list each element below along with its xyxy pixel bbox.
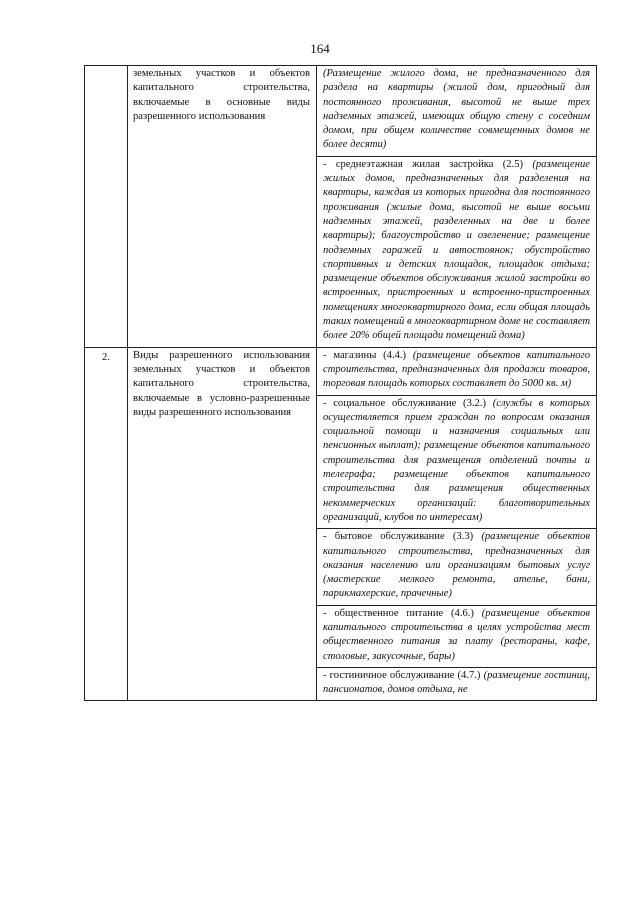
use-title: - гостиничное обслуживание (4.7.) bbox=[323, 669, 481, 681]
use-block bbox=[317, 668, 596, 701]
uses-cell bbox=[317, 66, 597, 348]
zoning-table bbox=[84, 65, 597, 701]
row-number-cell: 2. bbox=[85, 347, 128, 701]
use-block bbox=[317, 529, 596, 605]
use-title: - общественное питание (4.6.) bbox=[323, 607, 474, 619]
use-description: (размещение объектов капитального строительства, предназначенных для оказания населению или организациям бытовых услуг (мастерские мелкого ремонта, ателье, бани, парикмахерские, прачечные) bbox=[323, 531, 590, 600]
table-row bbox=[85, 66, 597, 348]
use-block bbox=[317, 348, 596, 396]
page-number: 164 bbox=[310, 41, 330, 56]
use-block bbox=[317, 157, 596, 347]
use-description: (Размещение жилого дома, не предназначенного для раздела на квартиры (жилой дом, пригодный для постоянного проживания, высотой не выше трех надземных этажей, имеющих общую стену с соседним домом, при общем количестве совмещенных домов не более десяти) bbox=[323, 68, 590, 151]
use-block bbox=[317, 606, 596, 668]
use-title: - среднеэтажная жилая застройка (2.5) bbox=[323, 158, 524, 170]
uses-cell bbox=[317, 347, 597, 701]
use-block bbox=[317, 66, 596, 157]
use-description: (размещение гостиниц, пансионатов, домов отдыха, не bbox=[323, 669, 591, 696]
use-title: - магазины (4.4.) bbox=[323, 349, 407, 361]
use-description: (службы в которых осуществляется прием граждан по вопросам оказания социальной помощи и назначения социальных или пенсионных выплат); размещение объектов капитального строительства для размещения отделений почты и телеграфа; размещение объектов капитального строительства для размещения общественных некоммерческих организаций: благотворительных организаций, клубов по интересам) bbox=[323, 397, 590, 523]
use-description: (размещение объектов капитального строительства в целях устройства мест общественного питания за плату (рестораны, кафе, столовые, закусочные, бары) bbox=[323, 607, 590, 662]
use-title: - бытовое обслуживание (3.3) bbox=[323, 531, 474, 543]
row-number-cell bbox=[85, 66, 128, 348]
use-title: - социальное обслуживание (3.2.) bbox=[323, 397, 486, 409]
use-description: (размещение объектов капитального строительства, предназначенных для продажи товаров, торговая площадь которых составляет до 5000 кв. м) bbox=[323, 349, 590, 390]
category-cell: земельных участков и объектов капитального строительства, включаемые в основные виды разрешенного использования bbox=[128, 66, 317, 348]
use-description: (размещение жилых домов, предназначенных для разделения на квартиры, каждая из которых пригодна для постоянного проживания (жилые дома, высотой не выше восьми надземных этажей, разделенных на две и более квартиры); благоустройство и озеленение; размещение подземных гаражей и автостоянок; обустройство спортивных и детских площадок, площадок отдыха; размещение объектов обслуживания жилой застройки во встроенных, пристроенных и встроенно-пристроенных помещениях многоквартирного дома, если общая площадь таких помещений в многоквартирном доме не составляет более 20% общей площади помещений дома) bbox=[323, 158, 590, 342]
use-block bbox=[317, 396, 596, 530]
table-row bbox=[85, 347, 597, 701]
category-cell: Виды разрешенного использования земельных участков и объектов капитального строительства, включаемые в условно-разрешенные виды разрешенного использования bbox=[128, 347, 317, 701]
